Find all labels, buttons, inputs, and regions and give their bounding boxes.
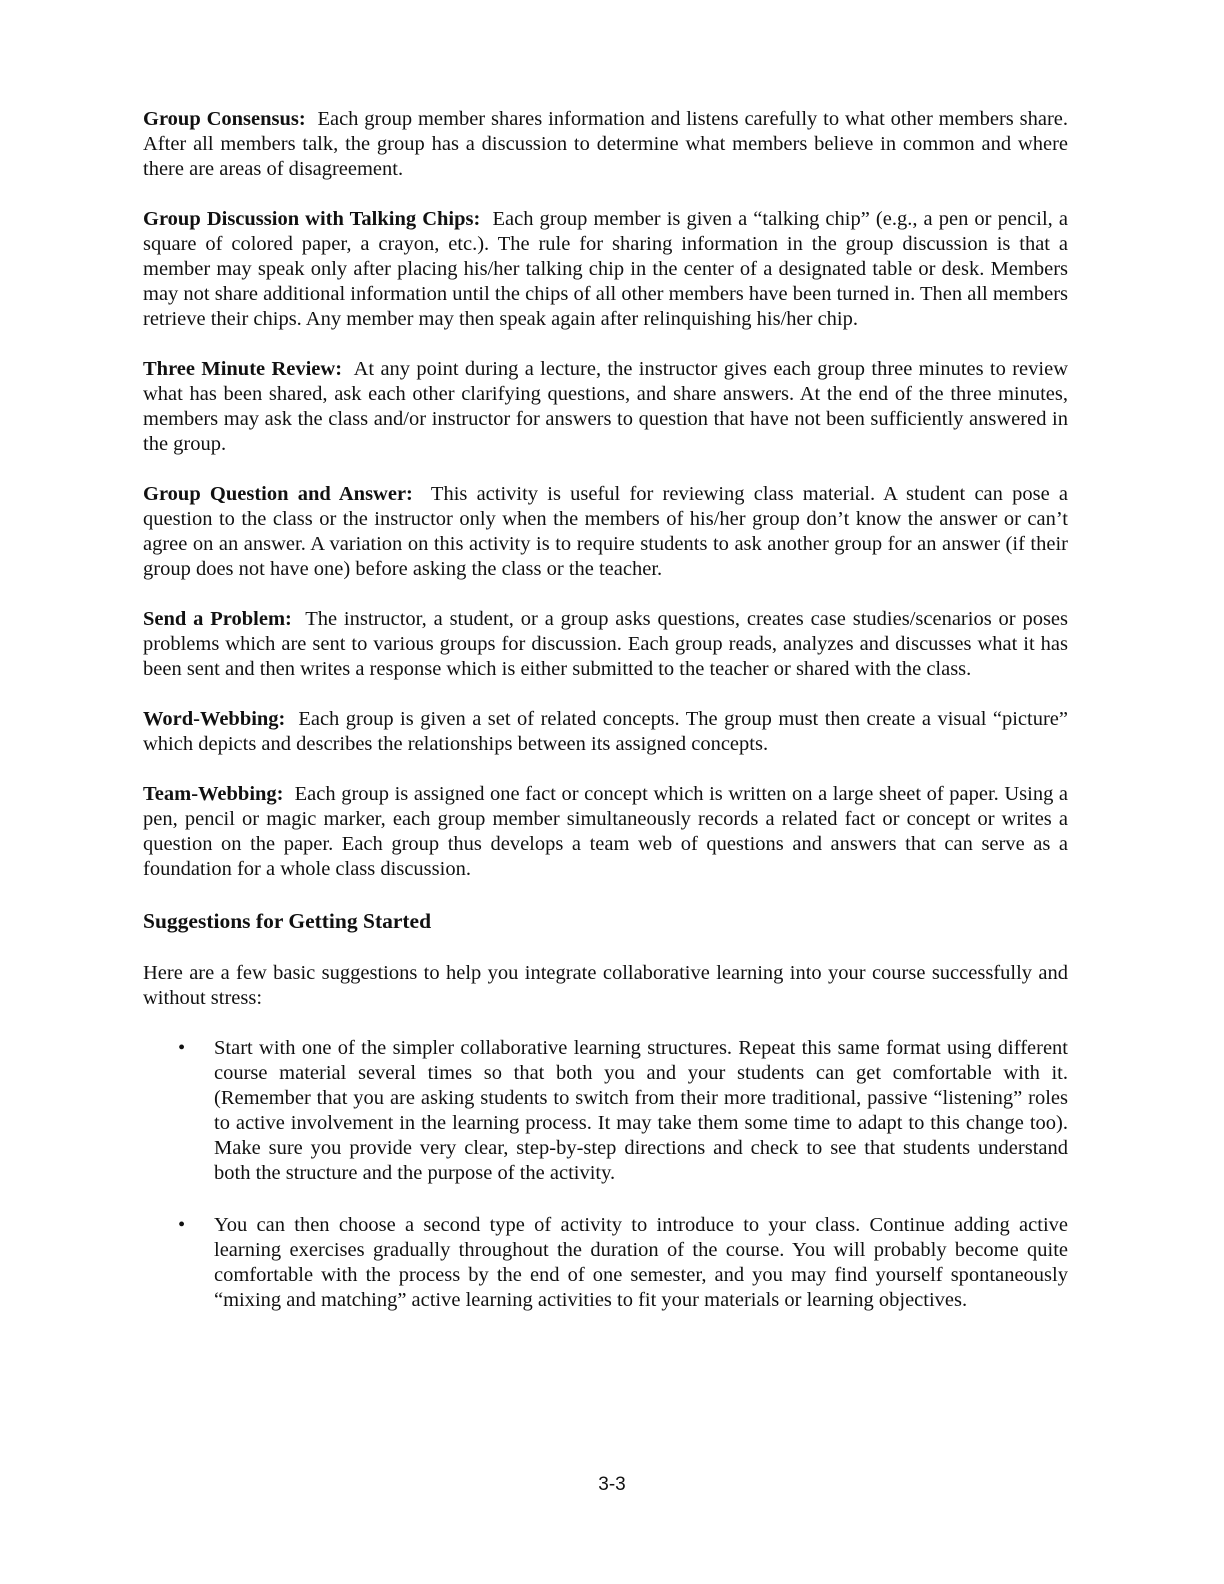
bullet-icon: •: [178, 1214, 186, 1236]
entry-word-webbing: [143, 707, 1068, 757]
entry-term: Word-Webbing:: [143, 708, 286, 730]
list-item-text: You can then choose a second type of activity to introduce to your class. Continue adding active learning exercises gradually throughout the duration of the course. You will probably become quite comfortable with the process by the end of one semester, and you may find yourself spontaneously “mixing and matching” active learning activities to fit your materials or learning objectives.: [214, 1214, 1068, 1311]
entry-term: Group Question and Answer:: [143, 483, 413, 505]
entry-text: Each group is given a set of related concepts. The group must then create a visual “picture” which depicts and describes the relationships between its assigned concepts.: [143, 708, 1068, 755]
entry-term: Three Minute Review:: [143, 358, 343, 380]
entry-text: Each group member is given a “talking chip” (e.g., a pen or pencil, a square of colored paper, a crayon, etc.). The rule for sharing information in the group discussion is that a member may speak only after placing his/her talking chip in the center of a designated table or desk. Members may not share additional information until the chips of all other members have been turned in. Then all members retrieve their chips. Any member may then speak again after relinquishing his/her chip.: [143, 208, 1068, 330]
page-number: 3-3: [598, 1474, 626, 1495]
list-item: [143, 1036, 1068, 1186]
entry-group-consensus: [143, 107, 1068, 182]
entry-text: Each group member shares information and listens carefully to what other members share. After all members talk, the group has a discussion to determine what members believe in common and where there are areas of disagreement.: [143, 108, 1069, 180]
entry-term: Team-Webbing:: [143, 783, 284, 805]
entry-talking-chips: [143, 207, 1068, 332]
document-body: [143, 107, 1068, 1340]
list-item-text: Start with one of the simpler collaborative learning structures. Repeat this same format using different course material several times so that both you and your students can get comfortable with it. (Remember that you are asking students to switch from their more traditional, passive “listening” roles to active involvement in the learning process. It may take them some time to adapt to this change too). Make sure you provide very clear, step-by-step directions and check to see that students understand both the structure and the purpose of the activity.: [214, 1037, 1068, 1184]
entry-text: This activity is useful for reviewing class material. A student can pose a question to the class or the instructor only when the members of his/her group don’t know the answer or can’t agree on an answer. A variation on this activity is to require students to ask another group for an answer (if their group does not have one) before asking the class or the teacher.: [143, 483, 1068, 580]
list-item: [143, 1213, 1068, 1313]
entry-term: Group Discussion with Talking Chips:: [143, 208, 481, 230]
entry-team-webbing: [143, 782, 1068, 882]
entry-text: Each group is assigned one fact or concept which is written on a large sheet of paper. Using a pen, pencil or magic marker, each group member simultaneously records a related fact or concept or writes a question on the paper. Each group thus develops a team web of questions and answers that can serve as a foundation for a whole class discussion.: [143, 783, 1069, 880]
entry-group-question-answer: [143, 482, 1068, 582]
entry-send-a-problem: [143, 607, 1068, 682]
entry-term: Group Consensus:: [143, 108, 306, 130]
suggestions-list: [143, 1036, 1068, 1313]
bullet-icon: •: [178, 1037, 186, 1059]
entry-three-minute-review: [143, 357, 1068, 457]
entry-text: At any point during a lecture, the instructor gives each group three minutes to review what has been shared, ask each other clarifying questions, and share answers. At the end of the three minutes, members may ask the class and/or instructor for answers to question that have not been sufficiently answered in the group.: [143, 358, 1068, 455]
section-heading: Suggestions for Getting Started: [143, 909, 432, 933]
section-intro: Here are a few basic suggestions to help you integrate collaborative learning into your course successfully and without stress:: [143, 962, 1068, 1009]
entry-text: The instructor, a student, or a group asks questions, creates case studies/scenarios or poses problems which are sent to various groups for discussion. Each group reads, analyzes and discusses what it has been sent and then writes a response which is either submitted to the teacher or shared with the class.: [143, 608, 1068, 680]
entry-term: Send a Problem:: [143, 608, 292, 630]
